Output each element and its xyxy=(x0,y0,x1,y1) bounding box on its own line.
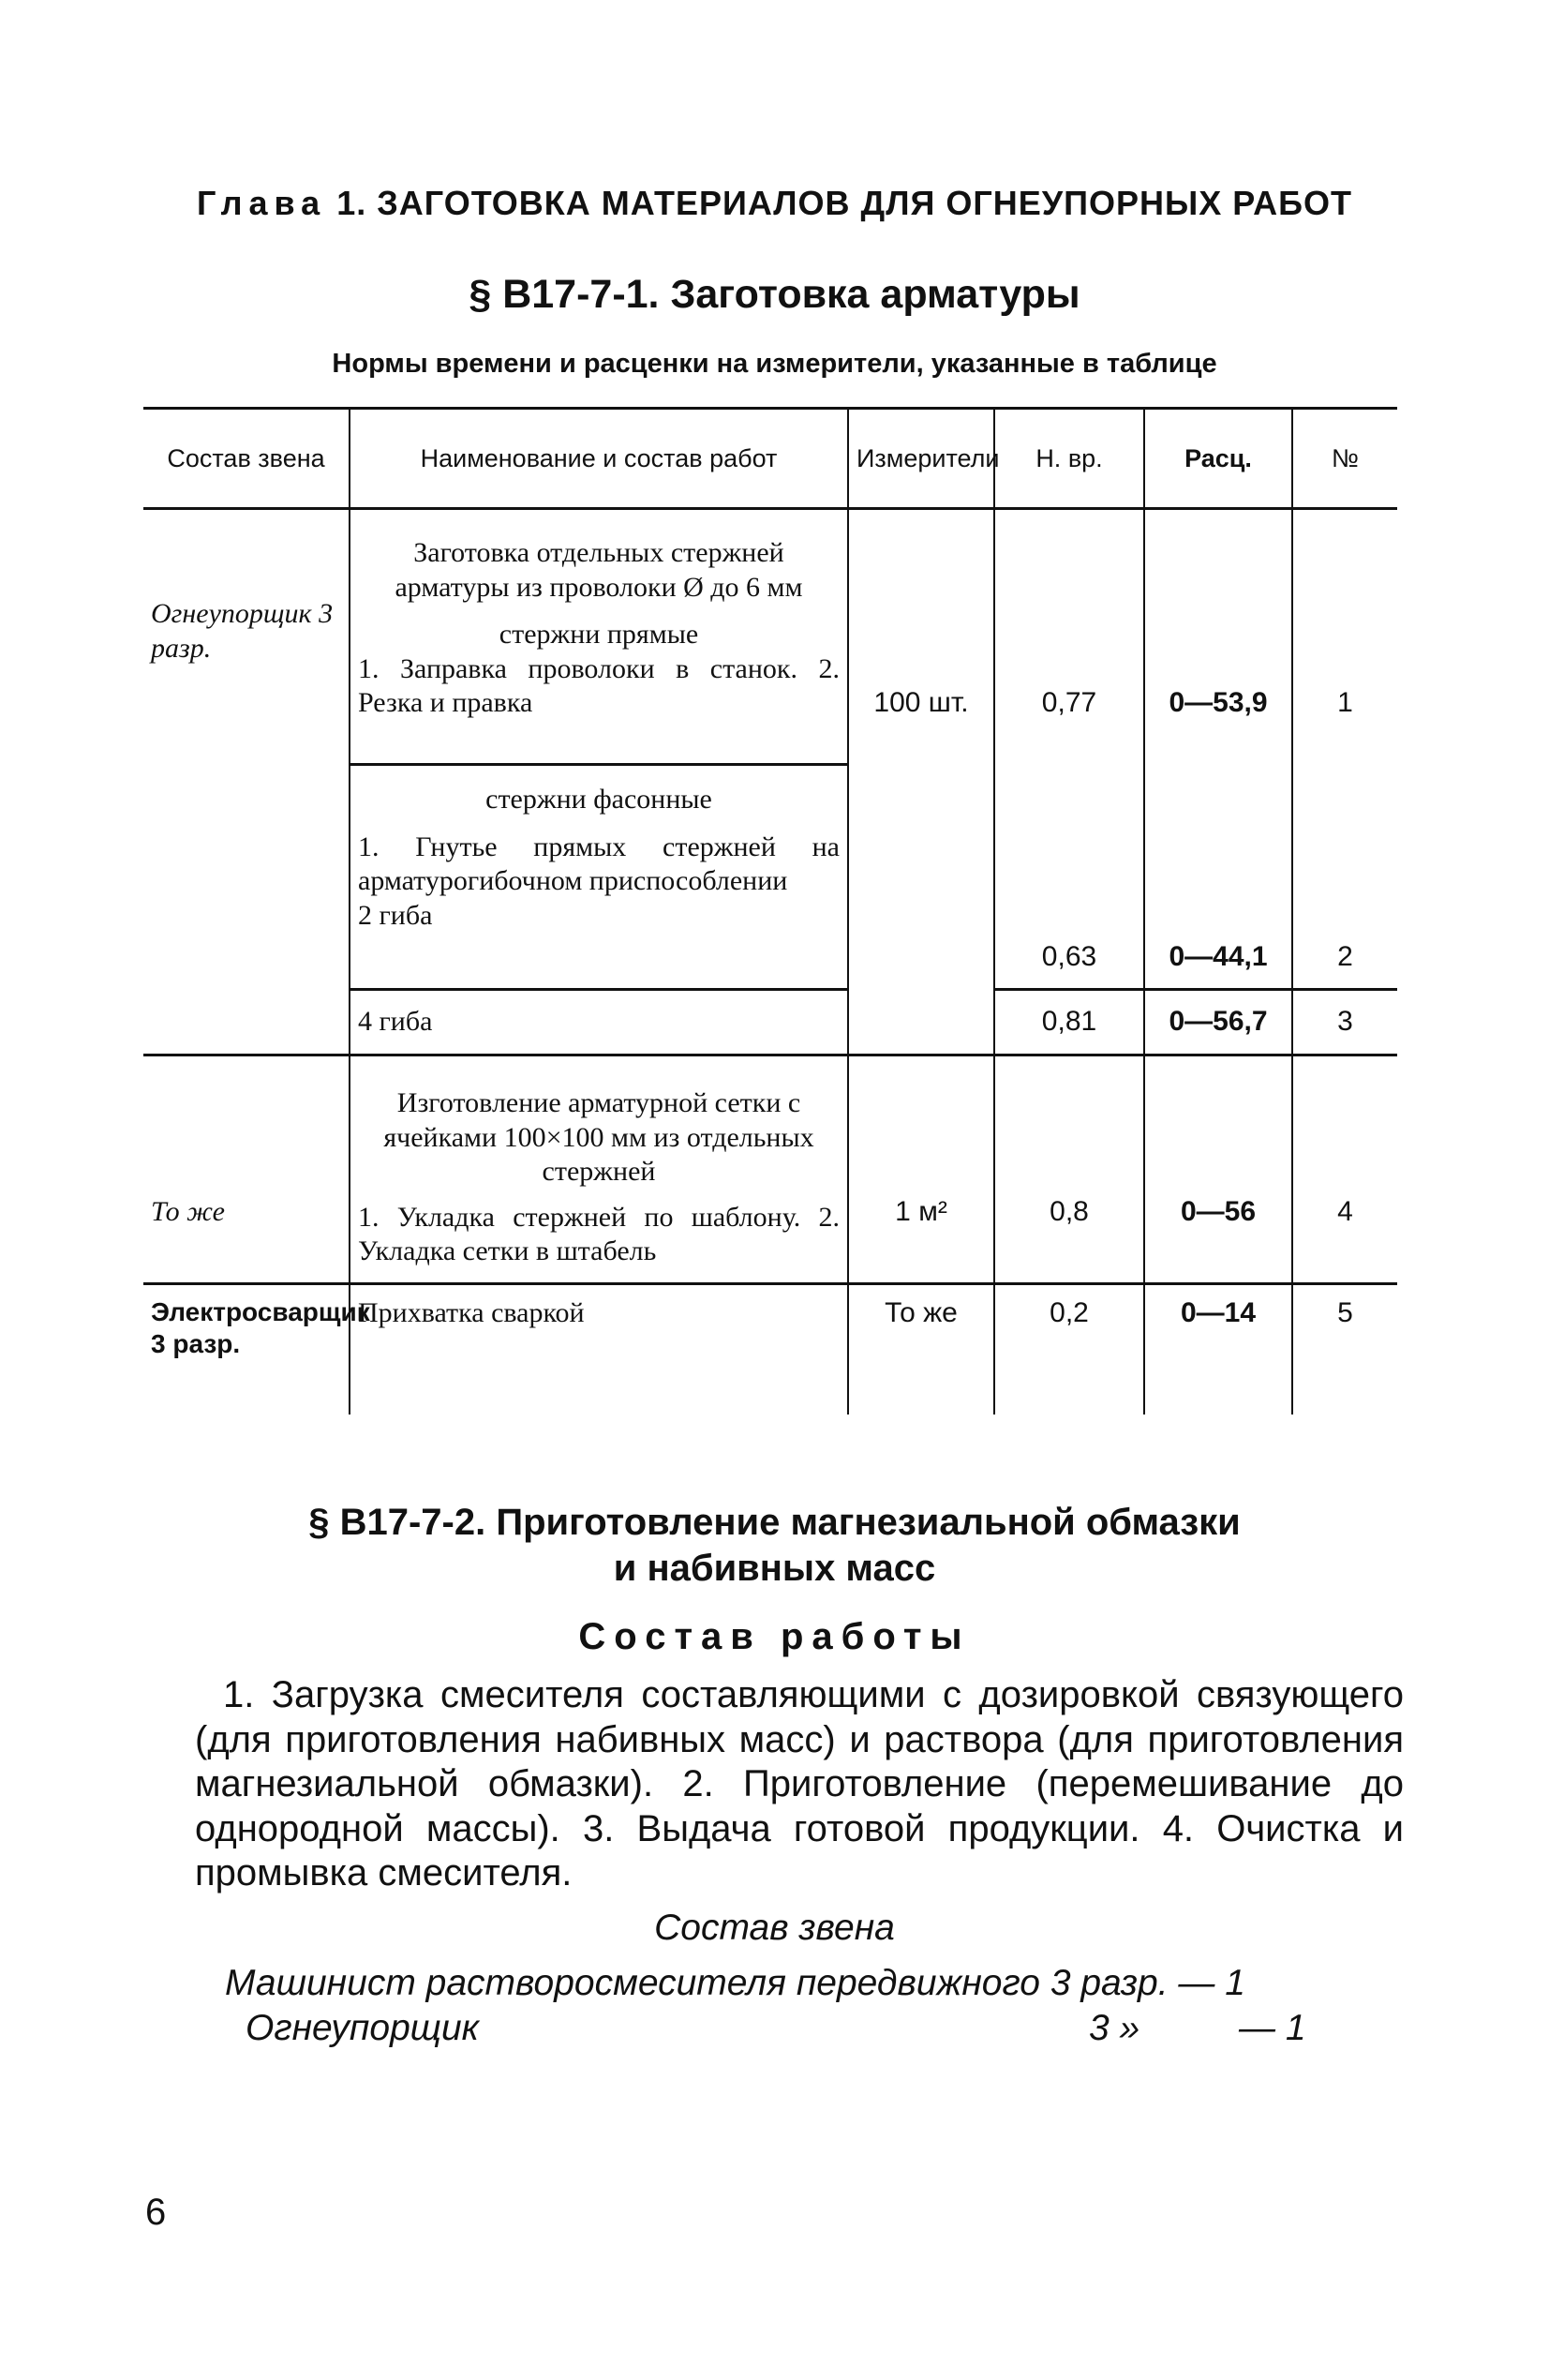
table-header-row xyxy=(143,409,1397,509)
chapter-prefix: Глава xyxy=(196,184,327,222)
crew-cell: Электросварщик 3 разр. xyxy=(143,1283,350,1415)
no-cell: 3 xyxy=(1292,990,1397,1055)
work-description: 1. Заправка проволоки в станок. 2. Резка и правка xyxy=(358,652,840,719)
section2-title xyxy=(0,1500,1549,1592)
crew-member-name: Машинист растворосмесителя передвижного xyxy=(225,1963,1040,2003)
work-cell xyxy=(350,509,848,765)
unit-cell: 1 м² xyxy=(848,1055,994,1284)
crew-member-count: — 1 xyxy=(1178,1963,1245,2003)
rate-cell: 0—56 xyxy=(1144,1055,1292,1284)
section2-title-line2: и набивных масс xyxy=(613,1547,936,1589)
work-subtitle: стержни фасонные xyxy=(485,784,712,815)
table-row xyxy=(143,509,1397,765)
crew-heading: Состав звена xyxy=(654,1908,895,1948)
no-cell: 4 xyxy=(1292,1055,1397,1284)
page-number: 6 xyxy=(145,2192,167,2233)
table-row xyxy=(143,1283,1397,1415)
work-title: Изготовление арматурной сетки с ячейками 100×100 мм из отдельных стержней xyxy=(383,1087,814,1188)
work-subtitle: стержни прямые xyxy=(499,619,699,651)
work-composition-heading: Состав работы xyxy=(578,1616,971,1657)
table-row xyxy=(143,1055,1397,1284)
header-no: № xyxy=(1292,409,1397,509)
work-extra: 2 гиба xyxy=(358,899,433,931)
unit-value: 100 шт. xyxy=(873,687,969,718)
crew-name: Огнеупорщик 3 разр. xyxy=(151,598,334,664)
norm-cell: 0,2 xyxy=(994,1283,1144,1415)
work-cell xyxy=(350,765,848,990)
table-caption: Нормы времени и расценки на измерители, указанные в таблице xyxy=(332,349,1217,379)
norms-table xyxy=(143,407,1397,1415)
header-work: Наименование и состав работ xyxy=(350,409,848,509)
header-unit: Измерители xyxy=(848,409,994,509)
unit-cell xyxy=(848,509,994,1055)
crew-cell: То же xyxy=(143,1055,350,1284)
crew-member-grade: 3 » xyxy=(1089,2008,1140,2048)
chapter-heading xyxy=(0,184,1549,223)
rate-cell: 0—56,7 xyxy=(1144,990,1292,1055)
section-title: § В17-7-1. Заготовка арматуры xyxy=(469,272,1080,317)
norm-cell: 0,81 xyxy=(994,990,1144,1055)
chapter-title: 1. ЗАГОТОВКА МАТЕРИАЛОВ ДЛЯ ОГНЕУПОРНЫХ РАБОТ xyxy=(336,184,1353,222)
norm-cell: 0,63 xyxy=(994,765,1144,990)
work-cell: Прихватка сваркой xyxy=(350,1283,848,1415)
work-cell: 4 гиба xyxy=(350,990,848,1055)
rate-cell: 0—44,1 xyxy=(1144,765,1292,990)
work-title: Заготовка отдельных стержней арматуры из проволоки Ø до 6 мм xyxy=(395,537,803,603)
header-rate: Расц. xyxy=(1144,409,1292,509)
header-crew: Состав звена xyxy=(143,409,350,509)
no-cell: 5 xyxy=(1292,1283,1397,1415)
crew-member-grade: 3 разр. xyxy=(1050,1963,1169,2003)
rate-cell: 0—53,9 xyxy=(1144,509,1292,765)
crew-line xyxy=(246,2008,1333,2049)
norm-cell: 0,77 xyxy=(994,509,1144,765)
unit-cell: То же xyxy=(848,1283,994,1415)
crew-member-count: — 1 xyxy=(1239,2008,1306,2048)
section2-title-line1: § В17-7-2. Приготовление магнезиальной обмазки xyxy=(308,1502,1241,1543)
no-cell: 1 xyxy=(1292,509,1397,765)
crew-member-name: Огнеупорщик xyxy=(246,2008,480,2048)
work-description: 1. Гнутье прямых стержней на арматурогибочном приспособлении xyxy=(358,831,840,897)
work-composition-text: 1. Загрузка смесителя составляющими с дозировкой связующего (для приготовления набивных масс) и раствора (для приготовления магнезиальной обмазки). 2. Приготовление (перемешивание до однородной массы). 3. Выдача готовой продукции. 4. Очистка и промывка смесителя. xyxy=(195,1674,1404,1894)
crew-cell xyxy=(143,509,350,1055)
header-norm: Н. вр. xyxy=(994,409,1144,509)
rate-cell: 0—14 xyxy=(1144,1283,1292,1415)
no-cell: 2 xyxy=(1292,765,1397,990)
work-description: 1. Укладка стержней по шаблону. 2. Укладка сетки в штабель xyxy=(358,1201,840,1267)
crew-line xyxy=(225,1963,1312,2004)
work-cell xyxy=(350,1055,848,1284)
norm-cell: 0,8 xyxy=(994,1055,1144,1284)
